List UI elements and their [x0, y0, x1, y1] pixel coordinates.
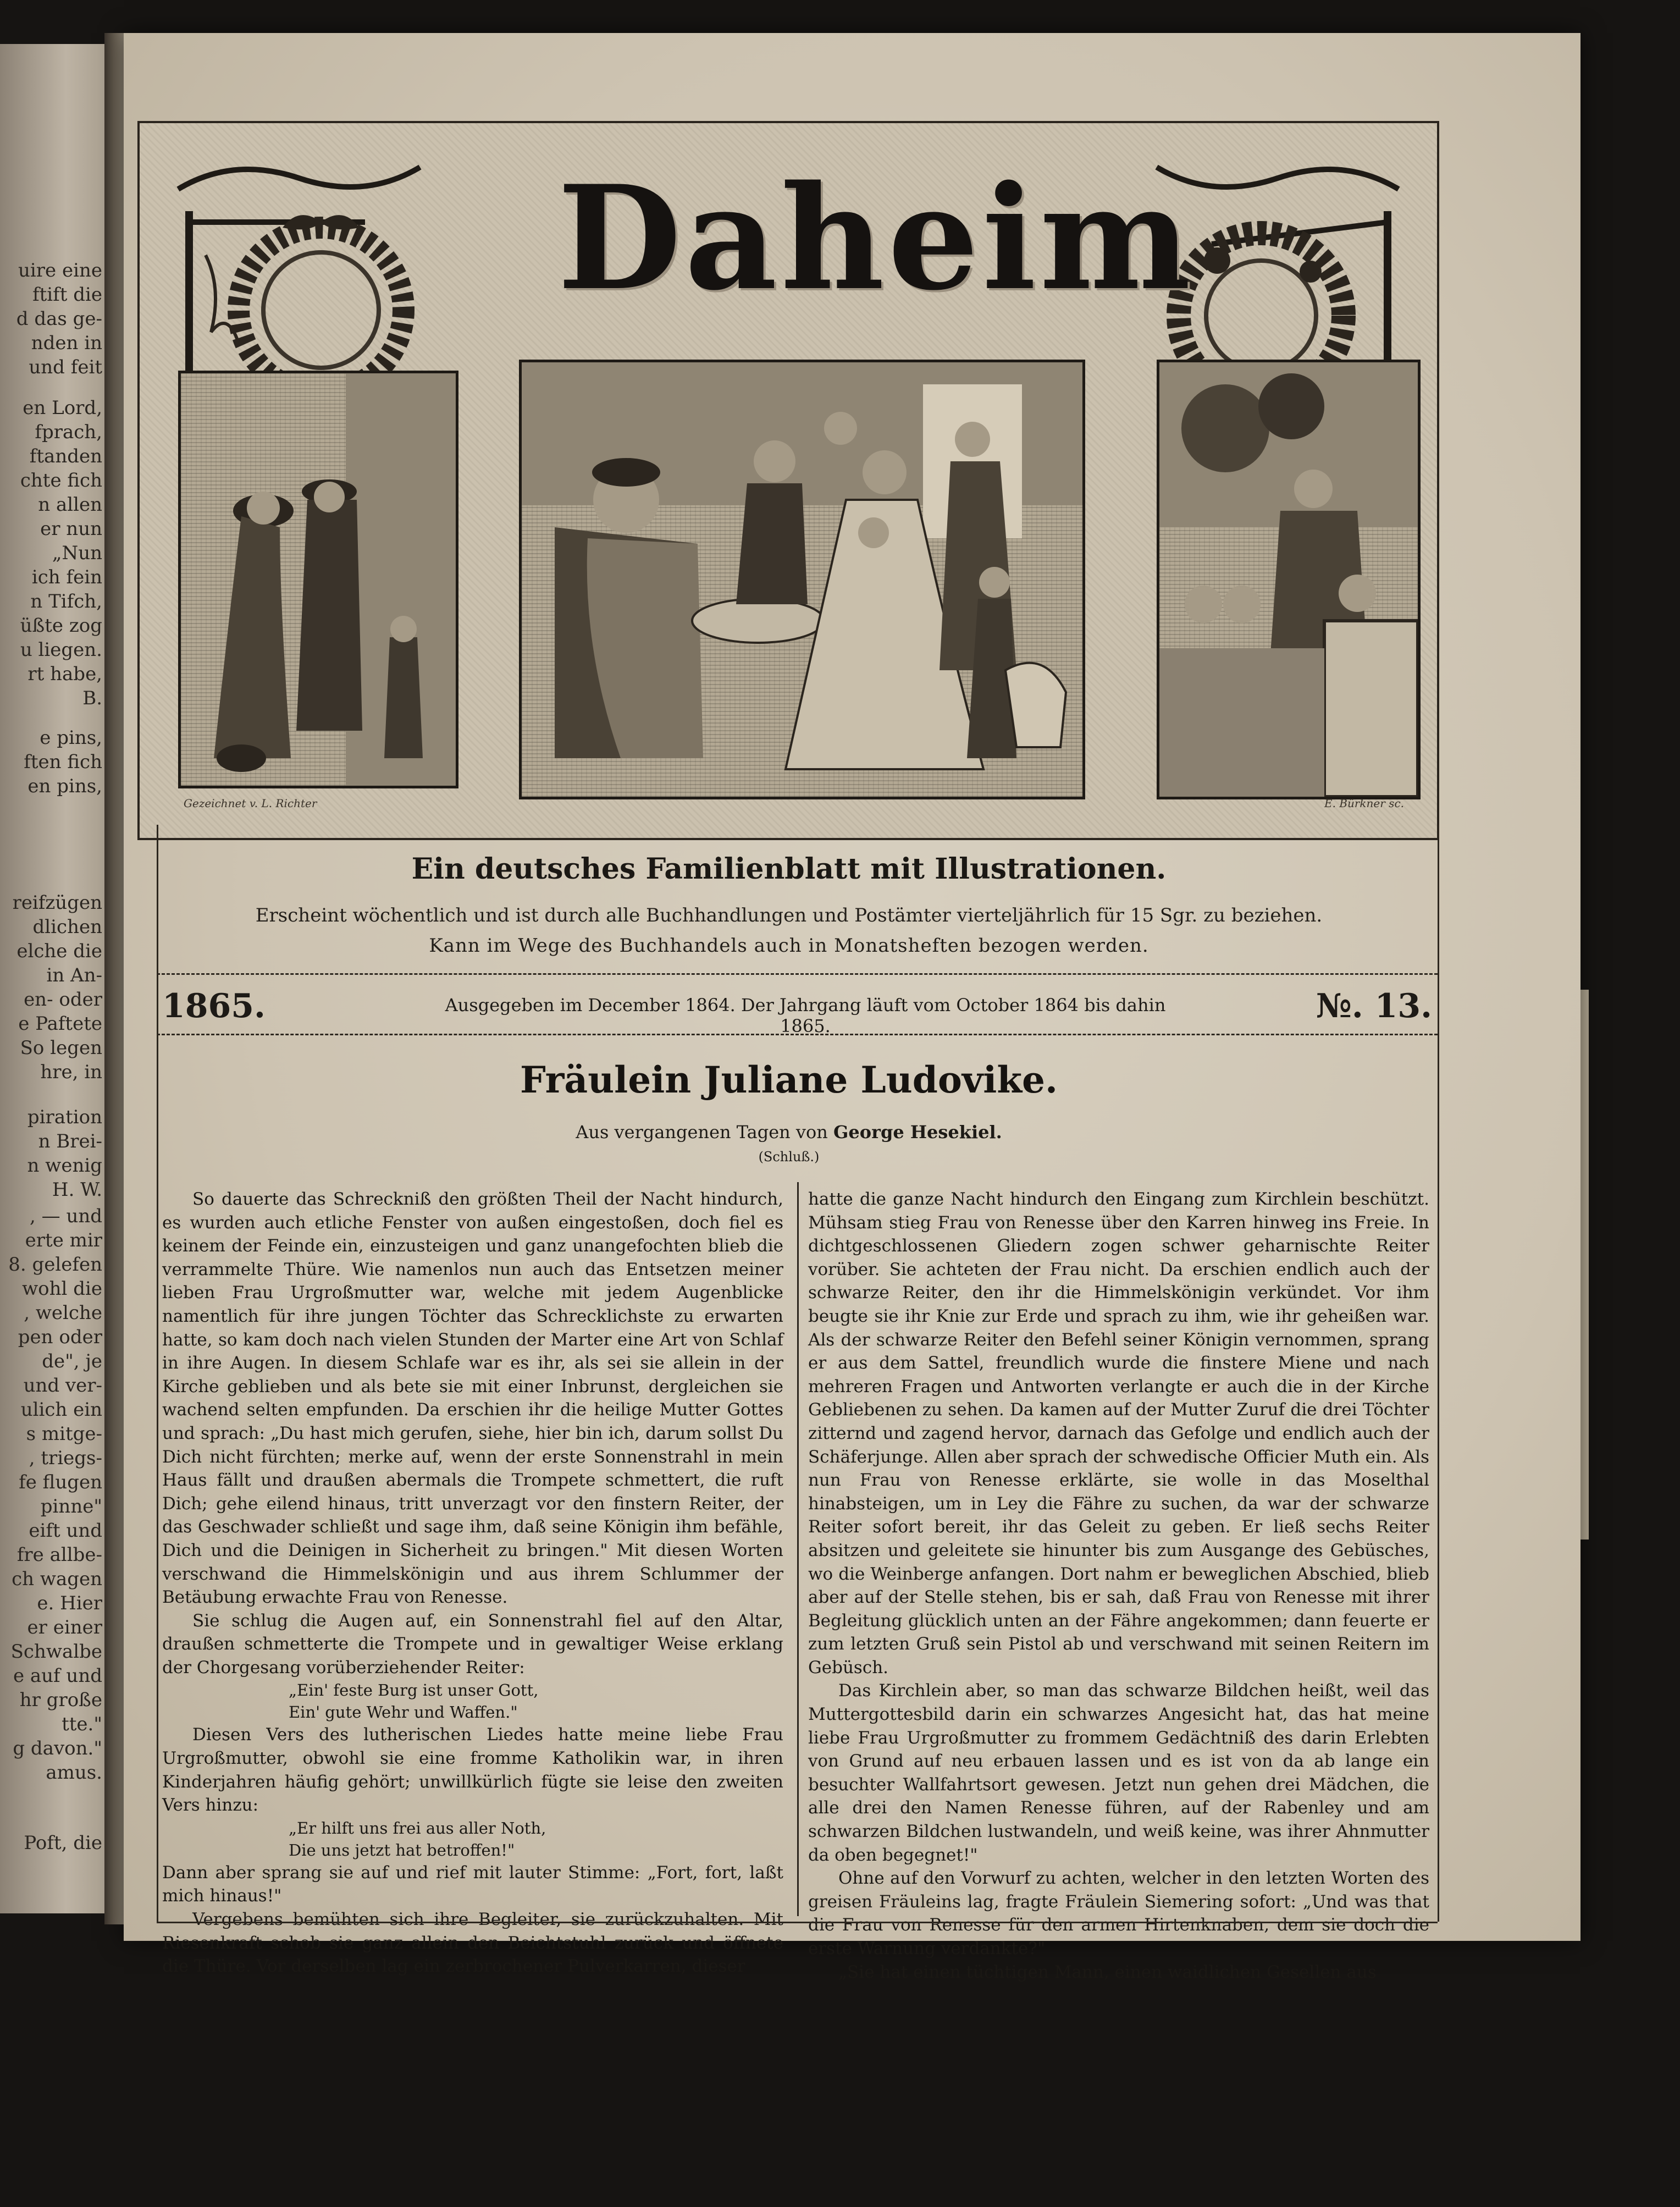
- article-note: (Schluß.): [758, 1149, 820, 1165]
- masthead-title: Daheim: [557, 155, 1195, 322]
- verse-line: „Ein' feste Burg ist unser Gott,: [289, 1681, 539, 1700]
- verse-line: „Er hilft uns frei aus aller Noth,: [289, 1818, 546, 1838]
- left-page-text: , — und erte mir 8. gelefen wohl die , welche pen oder de", je und ver- ulich ein s mitge- , triegs- fe flugen pinne" eift und fre allbe- ch wagen e. Hier er einer Schwalbe e auf und hr große tte." g davon." amus.: [8, 1205, 102, 1784]
- illustration-visitors: [181, 373, 456, 786]
- verse-line: Die uns jetzt hat betroffen!": [289, 1840, 515, 1860]
- article-title: Fräulein Juliane Ludovike.: [520, 1058, 1058, 1101]
- paragraph: Das Kirchlein aber, so man das schwarze Bildchen heißt, weil das Muttergottesbild darin ein schwarzes Angesicht hat, das hat meine liebe Frau Urgroßmutter zu frommem Gedächtniß des darin Erlebten von Grund auf neu erbauen lassen und es ist von da ab lange ein besuchter Wallfahrtsort gewesen. Jetzt nun gehen drei Mädchen, die alle drei den Namen Renesse führen, auf der Rabenley und am schwarzen Bildchen lustwandeln, und weiß keine, was ihrer Ahnmutter da oben begegnet!": [808, 1681, 1429, 1865]
- newspaper-page: [124, 33, 1580, 1982]
- article-column-right: [808, 1188, 1429, 1984]
- paragraph: hatte die ganze Nacht hindurch den Eingang zum Kirchlein beschützt. Mühsam stieg Frau von Renesse über den Karren hinweg ins Freie. In dichtgeschlossenen Gliedern zogen schwer geharnischte Reiter vorüber. Sie achteten der Frau nicht. Da erschien endlich auch der schwarze Reiter, den ihr die Himmelskönigin verkündet. Vor ihm beugte sie ihr Knie zur Erde und sprach zu ihm, wie ihr geheißen war. Als der schwarze Reiter den Befehl seiner Königin vernommen, sprang er aus dem Sattel, freundlich wurde die finstere Miene und nach mehreren Fragen und Antworten verlangte er auch die in der Kirche Gebliebenen zu sehen. Da kamen auf der Mutter Zuruf die drei Töchter zitternd und zagend hervor, darnach das Gefolge und endlich auch der Schäferjunge. Allen aber sprach der schwedische Officier Muth ein. Als nun Frau von Renesse erklärte, sie wolle in das Moselthal hinabsteigen, um in Ley die Fähre zu suchen, da war der schwarze Reiter sofort bereit, ihr das Geleit zu geben. Er ließ sechs Reiter absitzen und geleitete sie hinunter bis zum Ausgange des Gebüsches, wo die Weinberge anfangen. Dort nahm er beweglichen Abschied, blieb aber auf der Stelle stehen, bis er sah, daß Frau von Renesse mit ihrer Begleitung glücklich unten an der Fähre angekommen; dann feuerte er zum letzten Gruß sein Pistol ab und verschwand mit seinen Reitern im Gebüsch.: [808, 1189, 1429, 1678]
- illustration-family: [522, 362, 1082, 797]
- column-divider: [797, 1182, 799, 1916]
- illustrator-credit: Gezeichnet v. L. Richter: [184, 797, 317, 810]
- left-page-text: Poft, die: [24, 1832, 102, 1854]
- left-page-text: uire eine ftift die d das ge- nden in und feit: [16, 260, 102, 378]
- left-page-fragment: [0, 44, 110, 1913]
- article-byline: [124, 1122, 1454, 1143]
- paragraph: Dann aber sprang sie auf und rief mit lauter Stimme: „Fort, fort, laßt mich hinaus!": [162, 1862, 783, 1906]
- paragraph: Ohne auf den Vorwurf zu achten, welcher in den letzten Worten des greisen Fräuleins lag, fragte Fräulein Siemering sofort: „Und was that die Frau von Renesse für den armen Hirtenknaben, dem sie doch die erste Warnung verdankte?": [808, 1868, 1429, 1958]
- left-page-text: reifzügen dlichen elche die in An- en- oder e Paftete So legen hre, in: [12, 892, 102, 1083]
- engraver-credit: E. Bürkner sc.: [1324, 797, 1404, 810]
- article-author: George Hesekiel.: [833, 1122, 1002, 1143]
- volume-year: 1865.: [162, 987, 266, 1025]
- paragraph: So dauerte das Schreckniß den größten Theil der Nacht hindurch, es wurden auch etliche Fenster von außen eingestoßen, doch fiel es keinem der Feinde ein, einzusteigen und ganz unangefochten blieb die verrammelte Thüre. Wie namenlos nun auch das Entsetzen meiner lieben Frau Urgroßmutter war, welche mit jedem Augenblicke namentlich für ihre jungen Töchter das Schrecklichste zu erwarten hatte, so kam doch nach vielen Stunden der Marter eine Art von Schlaf in ihre Augen. In diesem Schlafe war es ihr, als sei sie allein in der Kirche geblieben und als bete sie mit einer Inbrunst, dergleichen sie wachend selten empfunden. Da erschien ihr die heilige Mutter Gottes und sprach: „Du hast mich gerufen, siehe, hier bin ich, darum sollst Du Dich nicht fürchten; merke auf, wenn der erste Sonnenstrahl in mein Haus fällt und draußen abermals die Trompete schmettert, die ruft Dich; gehe eilend hinaus, tritt unverzagt vor den finstern Reiter, der das Geschwader schließt und sage ihm, daß seine Königin ihm befähle, Dich und die Deinigen in Sicherheit zu bringen." Mit diesen Worten verschwand die Himmelskönigin und aus ihrem Schlummer der Betäubung erwachte Frau von Renesse.: [162, 1189, 783, 1608]
- paragraph: Vergebens bemühten sich ihre Begleiter, sie zurückzuhalten. Mit Riesenkraft schob sie ganz allein den Beichtstuhl zurück und öffnete die Thüre. Vor derselben lag ein zerbrochener Pulverkarren, dieser: [162, 1910, 783, 1977]
- paragraph: Sie schlug die Augen auf, ein Sonnenstrahl fiel auf den Altar, draußen schmetterte die Trompete und in gewaltiger Weise erklang der Chorgesang vorüberziehender Reiter:: [162, 1610, 783, 1678]
- illustration-harvest: [1159, 362, 1418, 797]
- issue-number: №. 13.: [1316, 987, 1432, 1025]
- left-page-text: en Lord, fprach, ftanden chte fich n allen er nun „Nun ich fein n Tifch, üßte zog u liegen. rt habe, B.: [20, 397, 102, 709]
- paragraph: „Sie hat einen tüchtigen Mann, einen waidlichen Gesellen aus: [838, 1962, 1377, 1982]
- newspaper-subtitle: Ein deutsches Familienblatt mit Illustrationen.: [411, 852, 1167, 886]
- divider-rule: [157, 973, 1438, 975]
- verse-line: Ein' gute Wehr und Waffen.": [289, 1703, 518, 1722]
- article-column-left: [162, 1188, 783, 1978]
- divider-rule: [157, 1034, 1438, 1035]
- paragraph: Diesen Vers des lutherischen Liedes hatte meine liebe Frau Urgroßmutter, obwohl sie eine fromme Katholikin war, in ihren Kinderjahren häufig gehört; unwillkürlich fügte sie leise den zweiten Vers hinzu:: [162, 1725, 783, 1816]
- frame-right-rule: [1438, 825, 1439, 1922]
- dateline: [157, 987, 1438, 1036]
- frame-bottom-rule: [157, 1922, 1438, 1923]
- illustration-family-panel: [519, 360, 1085, 799]
- issue-date-info: Ausgegeben im December 1864. Der Jahrgang läuft vom October 1864 bis dahin 1865.: [445, 995, 1166, 1036]
- illustration-harvest-panel: [1157, 360, 1421, 799]
- byline-prefix: Aus vergangenen Tagen von: [576, 1122, 828, 1143]
- subscription-info: Erscheint wöchentlich und ist durch alle Buchhandlungen und Postämter vierteljährlich für 15 Sgr. zu beziehen.: [255, 904, 1323, 926]
- masthead: [137, 121, 1439, 840]
- book-gutter: [104, 33, 126, 1924]
- left-page-text: e pins, ften fich en pins,: [24, 727, 102, 797]
- distribution-info: Kann im Wege des Buchhandels auch in Monatsheften bezogen werden.: [429, 935, 1149, 957]
- left-page-text: piration n Brei- n wenig H. W.: [27, 1106, 102, 1201]
- illustration-visitors-panel: [178, 371, 458, 788]
